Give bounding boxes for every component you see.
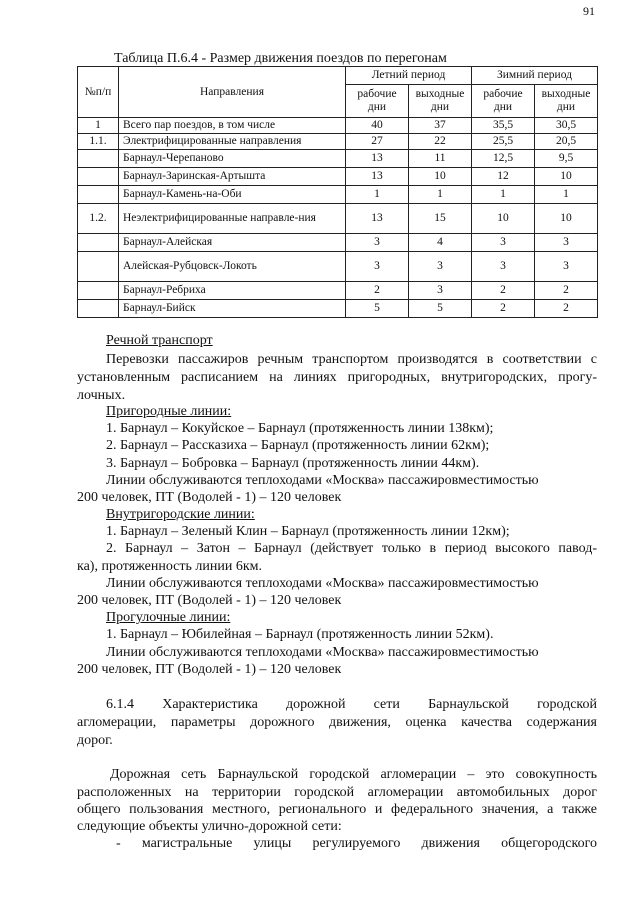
service-b-line-1: Линии обслуживаются теплоходами «Москва» пассажировместимостью [106,576,539,591]
suburban-line-2: 2. Барнаул – Рассказиха – Барнаул (протяженность линии 62км); [106,438,490,453]
road-paragraph-line-4: следующие объекты улично-дорожной сети: [77,819,342,834]
page-number: 91 [583,4,595,18]
table-row [78,134,598,150]
urban-line-2: 2. Барнаул – Затон – Барнаул (действует только в период высокого павод- [106,541,597,556]
winter-workdays-cell: 1 [472,186,535,204]
service-b-line-2: 200 человек, ПТ (Водолей - 1) – 120 человек [77,593,342,608]
row-num-cell [78,186,119,204]
winter-workdays-cell: 10 [472,204,535,234]
summer-weekends-cell: 5 [409,300,472,318]
summer-weekends-cell: 37 [409,118,472,134]
row-num-cell [78,282,119,300]
winter-workdays-cell: 12 [472,168,535,186]
summer-weekends-cell: 1 [409,186,472,204]
header-winter-workdays: рабочие дни [472,85,535,118]
river-paragraph-line-2: установленным расписанием на линиях пригородных, внутригородских, прогу- [77,370,597,385]
table-row [78,204,598,234]
winter-workdays-cell: 2 [472,282,535,300]
row-direction-cell: Барнаул-Ребриха [119,282,346,300]
header-direction: Направления [119,67,346,118]
section-heading-line-2: агломерации, параметры дорожного движения, оценка качества содержания [77,715,597,730]
table-row [78,186,598,204]
trains-table [77,66,598,318]
winter-weekends-cell: 9,5 [535,150,598,168]
suburban-line-1: 1. Барнаул – Кокуйское – Барнаул (протяженность линии 138км); [106,421,494,436]
winter-workdays-cell: 3 [472,252,535,282]
row-direction-cell: Электрифицированные направления [119,134,346,150]
winter-workdays-cell: 12,5 [472,150,535,168]
service-a-line-1: Линии обслуживаются теплоходами «Москва» пассажировместимостью [106,473,539,488]
winter-weekends-cell: 10 [535,168,598,186]
winter-workdays-cell: 2 [472,300,535,318]
summer-workdays-cell: 13 [346,150,409,168]
row-num-cell [78,168,119,186]
winter-weekends-cell: 10 [535,204,598,234]
walk-line-1: 1. Барнаул – Юбилейная – Барнаул (протяженность линии 52км). [106,627,494,642]
table-row [78,252,598,282]
header-num: №п/п [78,67,119,118]
road-paragraph-line-3: общего пользования местного, регионального и федерального значения, а также [77,802,597,817]
table-row [78,234,598,252]
urban-heading: Внутригородские линии: [106,507,255,522]
table-caption: Таблица П.6.4 - Размер движения поездов по перегонам [114,51,447,66]
service-c-line-2: 200 человек, ПТ (Водолей - 1) – 120 человек [77,662,342,677]
summer-workdays-cell: 5 [346,300,409,318]
row-direction-cell: Барнаул-Черепаново [119,150,346,168]
row-num-cell: 1.1. [78,134,119,150]
road-paragraph-line-1: Дорожная сеть Барнаульской городской агломерации – это совокупность [110,767,597,782]
row-num-cell [78,252,119,282]
summer-workdays-cell: 13 [346,204,409,234]
table-row [78,150,598,168]
summer-weekends-cell: 11 [409,150,472,168]
winter-weekends-cell: 20,5 [535,134,598,150]
urban-line-2-cont: ка), протяженность линии 6км. [77,559,263,574]
summer-workdays-cell: 2 [346,282,409,300]
river-heading: Речной транспорт [106,333,213,348]
row-direction-cell: Всего пар поездов, в том числе [119,118,346,134]
summer-weekends-cell: 10 [409,168,472,186]
table-row [78,118,598,134]
header-winter-weekends: выходные дни [535,85,598,118]
row-direction-cell: Барнаул-Камень-на-Оби [119,186,346,204]
summer-weekends-cell: 22 [409,134,472,150]
winter-weekends-cell: 3 [535,252,598,282]
row-num-cell: 1 [78,118,119,134]
summer-weekends-cell: 15 [409,204,472,234]
header-summer-weekends: выходные дни [409,85,472,118]
row-direction-cell: Неэлектрифицированные направле-ния [119,204,346,234]
road-paragraph-line-2: расположенных на территории городской агломерации автомобильных дорог [77,785,597,800]
summer-workdays-cell: 40 [346,118,409,134]
walk-heading: Прогулочные линии: [106,610,231,625]
road-paragraph-line-5: - магистральные улицы регулируемого движения общегородского [116,836,597,851]
service-c-line-1: Линии обслуживаются теплоходами «Москва» пассажировместимостью [106,645,539,660]
winter-workdays-cell: 35,5 [472,118,535,134]
summer-workdays-cell: 27 [346,134,409,150]
row-direction-cell: Алейская-Рубцовск-Локоть [119,252,346,282]
summer-workdays-cell: 13 [346,168,409,186]
row-direction-cell: Барнаул-Бийск [119,300,346,318]
header-summer: Летний период [346,67,472,85]
suburban-line-3: 3. Барнаул – Бобровка – Барнаул (протяженность линии 44км). [106,456,480,471]
row-direction-cell: Барнаул-Заринская-Артышта [119,168,346,186]
summer-weekends-cell: 3 [409,252,472,282]
row-direction-cell: Барнаул-Алейская [119,234,346,252]
urban-line-1: 1. Барнаул – Зеленый Клин – Барнаул (протяженность линии 12км); [106,524,510,539]
river-paragraph-line-1: Перевозки пассажиров речным транспортом производятся в соответствии с [106,352,597,367]
row-num-cell: 1.2. [78,204,119,234]
table-row [78,282,598,300]
row-num-cell [78,300,119,318]
winter-weekends-cell: 2 [535,282,598,300]
table-row [78,300,598,318]
section-heading-line-3: дорог. [77,733,113,748]
header-summer-workdays: рабочие дни [346,85,409,118]
summer-weekends-cell: 3 [409,282,472,300]
winter-workdays-cell: 25,5 [472,134,535,150]
summer-workdays-cell: 1 [346,186,409,204]
winter-weekends-cell: 1 [535,186,598,204]
header-winter: Зимний период [472,67,598,85]
summer-workdays-cell: 3 [346,234,409,252]
winter-weekends-cell: 30,5 [535,118,598,134]
suburban-heading: Пригородные линии: [106,404,232,419]
summer-workdays-cell: 3 [346,252,409,282]
winter-weekends-cell: 3 [535,234,598,252]
winter-workdays-cell: 3 [472,234,535,252]
row-num-cell [78,234,119,252]
table-row [78,168,598,186]
section-heading-line-1: 6.1.4 Характеристика дорожной сети Барнаульской городской [106,697,597,712]
summer-weekends-cell: 4 [409,234,472,252]
river-paragraph-line-3: лочных. [77,388,126,403]
winter-weekends-cell: 2 [535,300,598,318]
service-a-line-2: 200 человек, ПТ (Водолей - 1) – 120 человек [77,490,342,505]
row-num-cell [78,150,119,168]
